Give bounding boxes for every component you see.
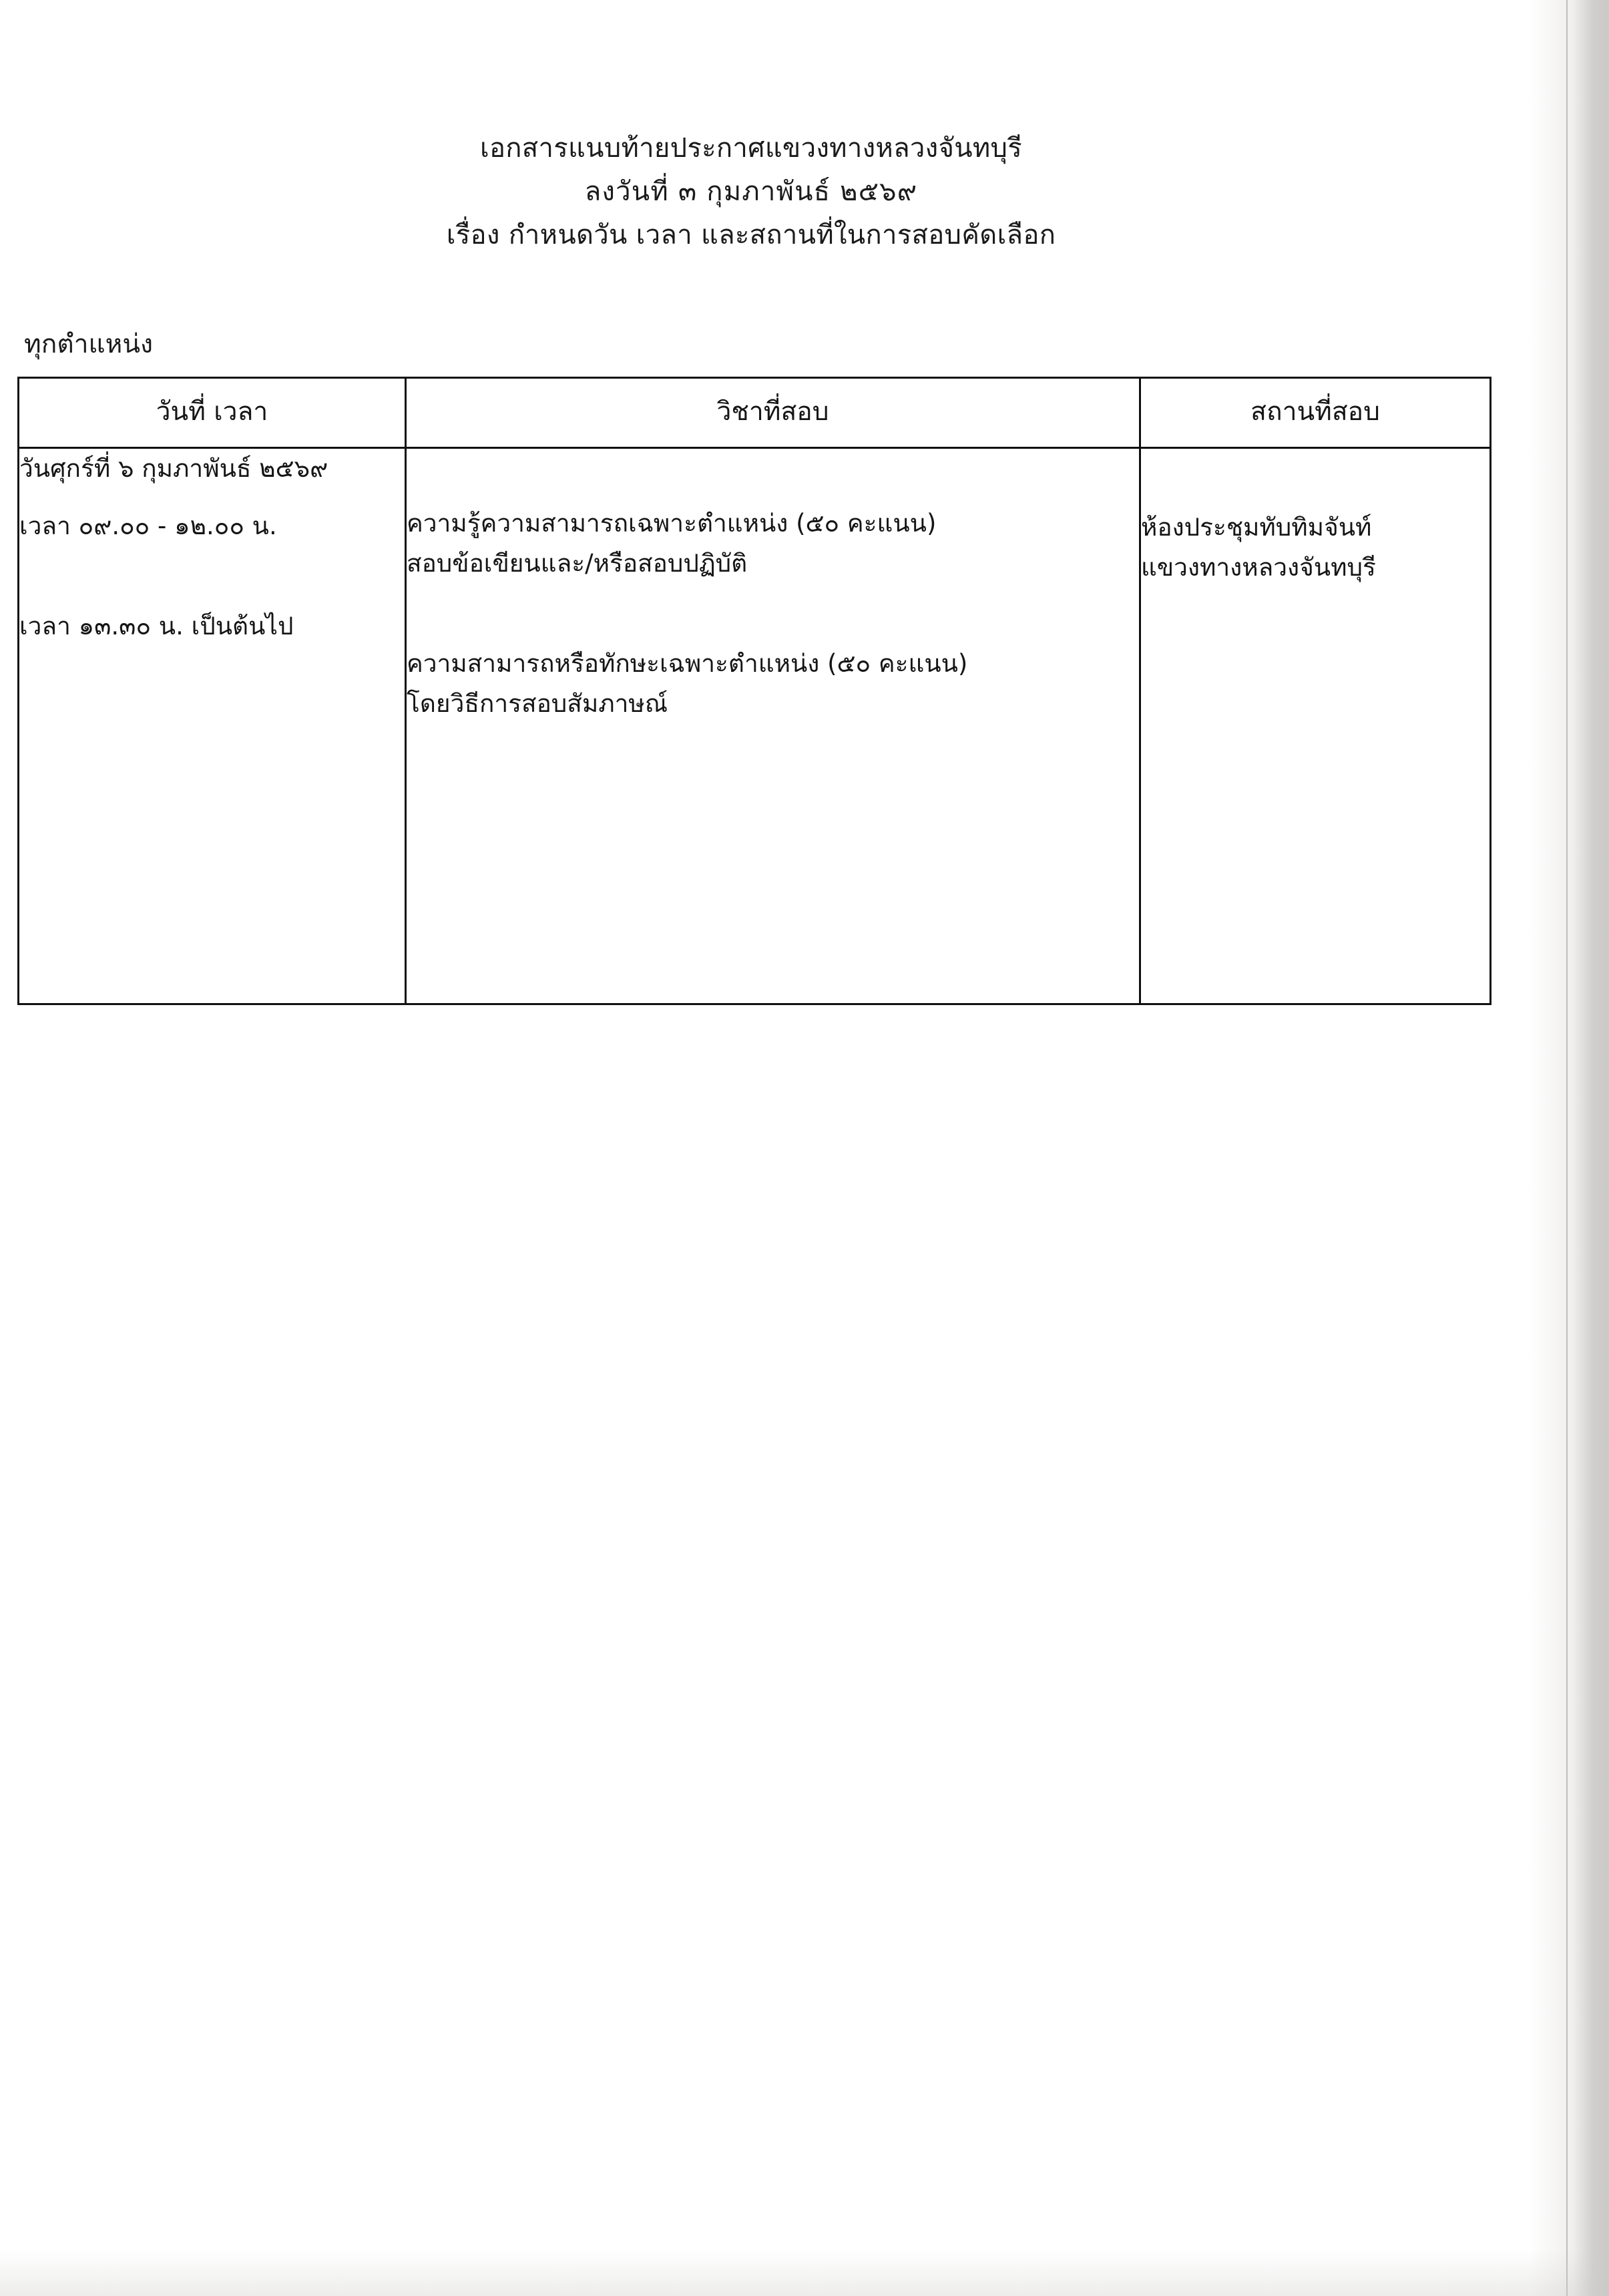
venue-line-2: แขวงทางหลวงจันทบุรี xyxy=(1141,553,1376,582)
subject-morning-line-1: ความรู้ความสามารถเฉพาะตำแหน่ง (๕๐ คะแนน) xyxy=(407,509,937,538)
table-header-row xyxy=(19,378,1491,448)
exam-date: วันศุกร์ที่ ๖ กุมภาพันธ์ ๒๕๖๙ xyxy=(19,454,328,484)
subject-morning-line-2: สอบข้อเขียนและ/หรือสอบปฏิบัติ xyxy=(407,549,748,578)
spacer xyxy=(407,449,1139,504)
header-line-3: เรื่อง กำหนดวัน เวลา และสถานที่ในการสอบคัดเลือก xyxy=(446,219,1056,250)
column-header-subject: วิชาที่สอบ xyxy=(406,378,1140,448)
scan-shadow-right xyxy=(1529,0,1609,2296)
column-header-venue: สถานที่สอบ xyxy=(1140,378,1491,448)
document-header xyxy=(0,0,1502,256)
spacer xyxy=(407,626,1139,644)
subject-afternoon-line-1: ความสามารถหรือทักษะเฉพาะตำแหน่ง (๕๐ คะแนน) xyxy=(407,649,968,679)
section-label-all-positions: ทุกตำแหน่ง xyxy=(24,329,154,360)
cell-datetime xyxy=(19,448,406,1004)
spacer xyxy=(19,546,405,589)
scan-page-edge-line xyxy=(1566,0,1568,2296)
spacer xyxy=(407,584,1139,626)
cell-subject xyxy=(406,448,1140,1004)
venue-line-1: ห้องประชุมทับทิมจันท์ xyxy=(1141,513,1372,542)
spacer xyxy=(1141,449,1489,508)
spacer xyxy=(19,589,405,606)
exam-schedule-table xyxy=(17,377,1491,1005)
subject-afternoon-line-2: โดยวิธีการสอบสัมภาษณ์ xyxy=(407,689,668,719)
cell-venue xyxy=(1140,448,1491,1004)
column-header-datetime: วันที่ เวลา xyxy=(19,378,406,448)
spacer xyxy=(19,489,405,506)
header-line-2: ลงวันที่ ๓ กุมภาพันธ์ ๒๕๖๙ xyxy=(584,176,918,207)
table-row xyxy=(19,448,1491,1004)
exam-time-afternoon: เวลา ๑๓.๓๐ น. เป็นต้นไป xyxy=(19,612,294,641)
exam-time-morning: เวลา ๐๙.๐๐ - ๑๒.๐๐ น. xyxy=(19,512,277,541)
header-line-1: เอกสารแนบท้ายประกาศแขวงทางหลวงจันทบุรี xyxy=(479,133,1023,164)
